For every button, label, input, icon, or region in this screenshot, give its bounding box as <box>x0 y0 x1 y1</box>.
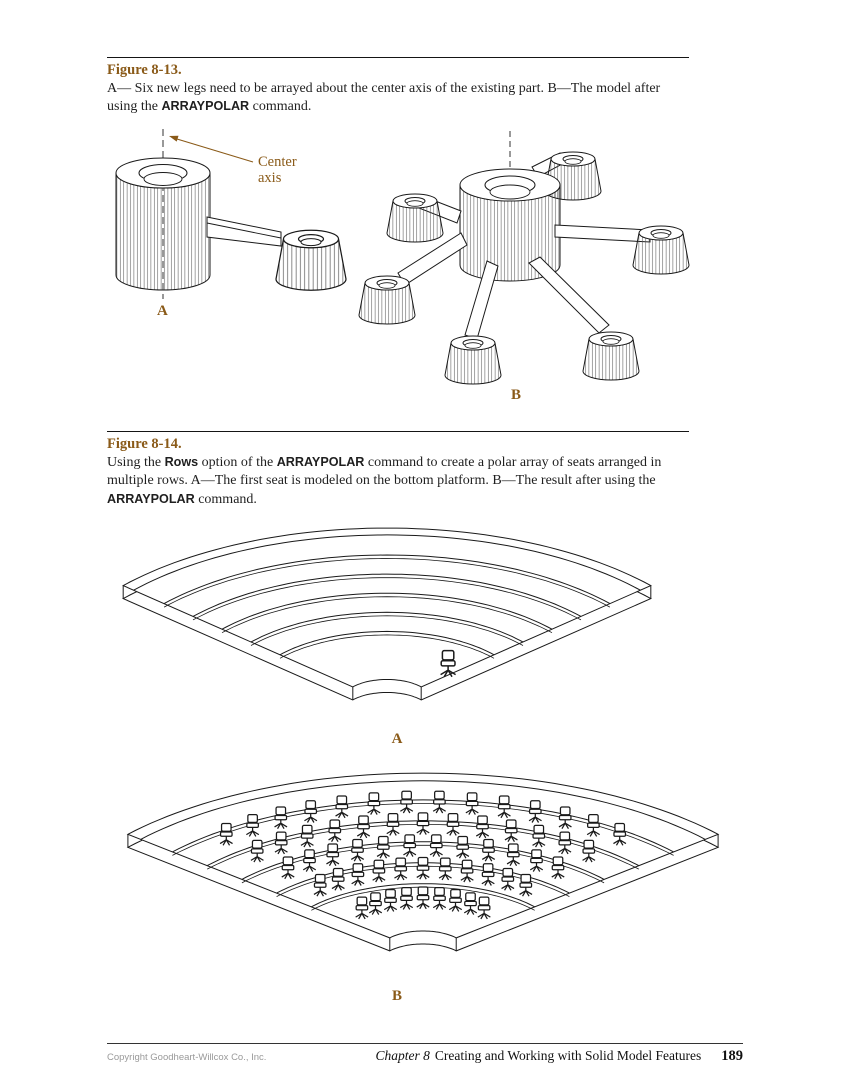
figure14-caption-text-2: option of the <box>198 454 277 470</box>
figure14-platform-b <box>107 766 727 984</box>
figure13-title: Figure 8-13. <box>107 62 182 78</box>
figure14-label-b: B <box>391 988 402 1005</box>
chapter-number: Chapter 8 <box>375 1048 430 1063</box>
center-axis-label-line2: axis <box>258 169 282 186</box>
figure13-label-a: A <box>157 302 168 319</box>
copyright-text: Copyright Goodheart-Willcox Co., Inc. <box>107 1052 267 1063</box>
figure14-platform-a <box>107 517 727 729</box>
foot-cone-2 <box>359 276 415 324</box>
figure14-caption-text-4: command. <box>194 491 257 507</box>
leader-line <box>177 139 253 162</box>
figure13-illustration <box>105 125 705 421</box>
foot-cone-3 <box>445 336 501 384</box>
figure14-label-a: A <box>391 731 403 748</box>
arraypolar-command-text-2: ARRAYPOLAR <box>276 454 365 469</box>
foot-cone-5 <box>633 226 689 274</box>
figure13-caption-end: command. <box>249 99 312 115</box>
arraypolar-command-text: ARRAYPOLAR <box>161 99 250 114</box>
leg-5 <box>555 225 650 242</box>
hub-hole-depth <box>144 172 182 185</box>
leg-arm <box>207 217 281 246</box>
leader-arrowhead <box>169 136 179 142</box>
page-content <box>107 57 689 1005</box>
hub-b-hole-depth <box>490 185 530 199</box>
figure13-caption <box>107 80 687 117</box>
figure13-top-rule <box>107 57 689 58</box>
hub-body <box>116 173 210 290</box>
figure13-caption-text: A— Six new legs need to be arrayed about the center axis of the existing part. B—The model after using the <box>107 81 661 115</box>
foot-cone-4 <box>583 332 639 380</box>
foot-cone-1 <box>387 194 443 242</box>
figure13-label-b: B <box>511 386 522 403</box>
figure14-caption <box>107 454 687 509</box>
figure13-part-a <box>116 129 346 319</box>
rows-option-text: Rows <box>164 454 199 469</box>
figure14-title: Figure 8-14. <box>107 435 182 452</box>
figure14-caption-text-3: command to create a polar array of seats arranged in multiple rows. A—The first seat is modeled on the bottom platform. B—The result after using the <box>107 454 662 489</box>
center-axis-label-line1: Center <box>258 153 297 170</box>
page-footer <box>107 1043 743 1065</box>
running-footer <box>375 1048 743 1065</box>
chapter-title: Creating and Working with Solid Model Features <box>434 1048 702 1063</box>
figure14-top-rule <box>107 431 689 432</box>
platform-drawing <box>123 528 651 700</box>
arraypolar-command-text-3: ARRAYPOLAR <box>107 491 195 506</box>
figure13-part-b <box>359 131 689 403</box>
figure14-caption-text: Using the <box>107 454 165 470</box>
page-number: 189 <box>721 1048 743 1064</box>
foot-cone <box>276 230 346 290</box>
leg-4 <box>529 257 609 333</box>
